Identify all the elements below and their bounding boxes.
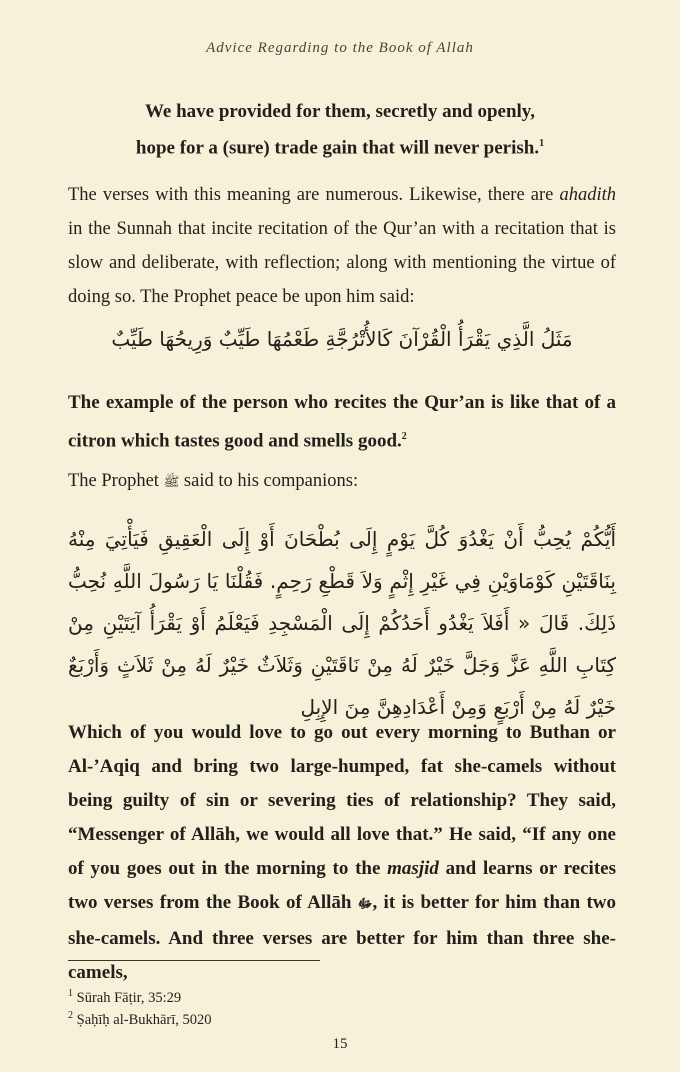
page-number: 15 — [332, 1036, 348, 1052]
running-head: Advice Regarding to the Book of Allah — [206, 40, 474, 56]
hadith-translation-camels: Which of you would love to go out every morning to Buthan or Al-’Aqiq and bring two large-humped, fat she-camels without being guilty of sin or severing ties of relationship? They said, “Messenger of Allāh, we would all love that.” He said, “If any one of you goes out in the morning to the masjid and learns or recites two verses from the Book of Allāh ﷻ, it is better for him than two she-camels. And three verses are better for him than three she-camels, — [68, 722, 617, 983]
verse-line-2: hope for a (sure) trade gain that will never perish.$^1$ — [135, 137, 545, 159]
hadith-arabic-camels: أَيُّكُمْ يُحِبُّ أَنْ يَغْدُوَ كُلَّ يَوْمٍ إِلَى بُطْحَانَ أَوْ إِلَى الْعَقِيقِ فَيَأْتِيَ مِنْهُ بِنَاقَتَيْنِ كَوْمَاوَيْنِ فِي غَيْرِ إِثْمٍ وَلاَ قَطْعِ رَحِمٍ. فَقُلْنَا يَا رَسُولَ اللَّهِ نُحِبُّ ذَلِكَ. قَالَ « أَفَلاَ يَغْدُو أَحَدُكُمْ إِلَى الْمَسْجِدِ فَيَعْلَمُ أَوْ يَقْرَأُ آيَتَيْنِ مِنْ كِتَابِ اللَّهِ عَزَّ وَجَلَّ خَيْرٌ لَهُ مِنْ نَاقَتَيْنِ وَثَلاَثٌ خَيْرٌ لَهُ مِنْ ثَلاَثٍ وَأَرْبَعٌ خَيْرٌ لَهُ مِنْ أَرْبَعٍ وَمِنْ أَعْدَادِهِنَّ مِنَ الإِبِلِ — [68, 527, 616, 719]
footnote-1: $^1$ Sūrah Fāṭir, 35:29 — [68, 988, 182, 1006]
italic-term: ahadith — [559, 185, 616, 205]
salawat-honorific-icon: ﷺ — [163, 475, 180, 490]
hadith-translation-citron: The example of the person who recites the Qur’an is like that of a citron which tastes good and smells good.$^2$ — [68, 392, 616, 452]
verse-line-1: We have provided for them, secretly and openly, — [144, 101, 536, 122]
footnote-2: $^2$ Ṣaḥīḥ al-Bukhārī, 5020 — [68, 1010, 212, 1028]
hadith-intro: The Prophet ﷺ said to his companions: — [68, 471, 359, 491]
hadith-arabic-citron: مَثَلُ الَّذِي يَقْرَأُ الْقُرْآنَ كَالأُتْرُجَّةِ طَعْمُهَا طَيِّبٌ وَرِيحُهَا طَيِّبٌ — [111, 327, 573, 351]
footnote-mark: 2 — [401, 431, 407, 442]
paragraph-verses-virtue: The verses with this meaning are numerous. Likewise, there are ahadith in the Sunnah that incite recitation of the Qur’an with a recitation that is slow and deliberate, with reflection; along with mentioning the virtue of doing so. The Prophet peace be upon him said: — [68, 185, 616, 307]
footnote-divider — [68, 960, 320, 961]
italic-term: masjid — [387, 858, 439, 879]
quran-verse-translation — [70, 96, 610, 164]
glorification-honorific-icon: ﷻ — [357, 897, 373, 912]
footnote-mark: 1 — [539, 138, 545, 149]
